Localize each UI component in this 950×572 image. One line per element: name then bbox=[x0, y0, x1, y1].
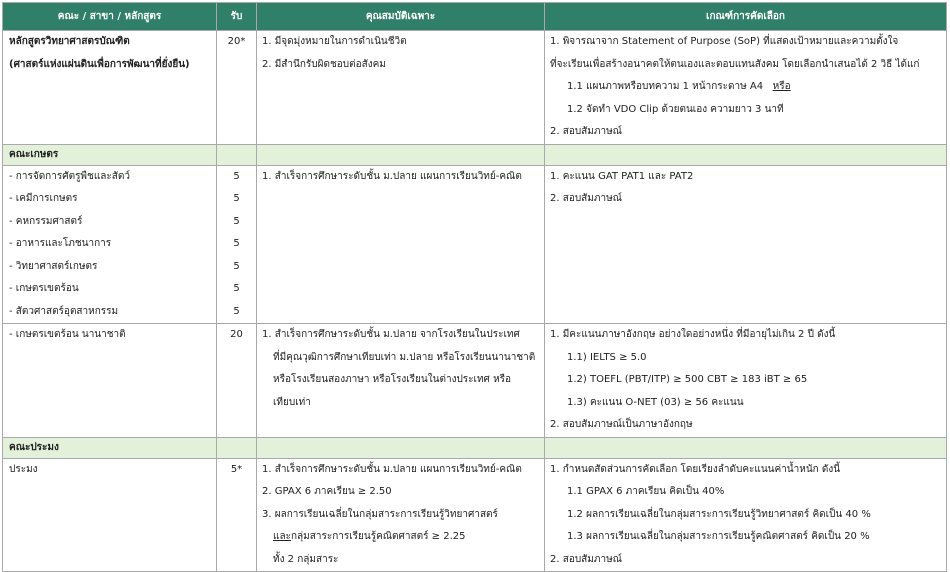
qualification-cell bbox=[257, 458, 545, 572]
section-title: คณะเกษตร bbox=[3, 144, 217, 165]
criteria-subitem: 1.2 จัดทำ VDO Clip ด้วยตนเอง ความยาว 3 นาที bbox=[567, 103, 784, 115]
program-name: หลักสูตรวิทยาศาสตรบัณฑิต bbox=[9, 36, 130, 47]
qualification-cell bbox=[257, 165, 545, 324]
table-row bbox=[3, 165, 947, 324]
qualification-item-cont: เทียบเท่า bbox=[273, 396, 311, 408]
quota-value: 5 bbox=[233, 238, 240, 249]
header-faculty: คณะ / สาขา / หลักสูตร bbox=[3, 3, 217, 31]
quota-cell bbox=[217, 31, 257, 145]
quota-list-cell bbox=[217, 165, 257, 324]
section-title: คณะประมง bbox=[3, 437, 217, 458]
qualification-item: 1. สำเร็จการศึกษาระดับชั้น ม.ปลาย แผนการเรียนวิทย์-คณิต bbox=[262, 463, 522, 475]
qualification-item: 2. มีสำนึกรับผิดชอบต่อสังคม bbox=[262, 58, 386, 70]
qualification-item: 1. มีจุดมุ่งหมายในการดำเนินชีวิต bbox=[262, 36, 407, 47]
program-item: - เคมีการเกษตร bbox=[9, 193, 78, 204]
program-cell bbox=[3, 31, 217, 145]
program-name-sub: (ศาสตร์แห่งแผ่นดินเพื่อการพัฒนาที่ยั่งยืน) bbox=[9, 58, 190, 70]
qualification-item-cont: ทั้ง 2 กลุ่มสาระ bbox=[273, 553, 339, 565]
table-header-row bbox=[3, 3, 947, 31]
criteria-item: 2. สอบสัมภาษณ์ bbox=[550, 193, 622, 204]
criteria-item: 2. สอบสัมภาษณ์ bbox=[550, 553, 622, 565]
qualification-cell bbox=[257, 31, 545, 145]
program-list-cell bbox=[3, 165, 217, 324]
program-cell bbox=[3, 458, 217, 572]
qualification-item-cont: ที่มีคุณวุฒิการศึกษาเทียบเท่า ม.ปลาย หรือโรงเรียนนานาชาติ bbox=[273, 351, 536, 363]
header-quota: รับ bbox=[217, 3, 257, 31]
quota-cell bbox=[217, 324, 257, 438]
criteria-cell bbox=[545, 165, 947, 324]
program-item: ประมง bbox=[9, 463, 38, 475]
program-item: - คหกรรมศาสตร์ bbox=[9, 215, 83, 227]
quota-value: 5 bbox=[233, 305, 240, 317]
quota-value: 5 bbox=[233, 215, 240, 227]
criteria-subitem bbox=[545, 76, 946, 99]
criteria-item: 2. สอบสัมภาษณ์เป็นภาษาอังกฤษ bbox=[550, 419, 693, 430]
criteria-item: 1. มีคะแนนภาษาอังกฤษ อย่างใดอย่างหนึ่ง ที่มีอายุไม่เกิน 2 ปี ดังนี้ bbox=[550, 329, 836, 340]
section-row-fisheries bbox=[3, 437, 947, 458]
qualification-item-cont bbox=[257, 526, 544, 549]
criteria-subitem: 1.3) คะแนน O-NET (03) ≥ 56 คะแนน bbox=[567, 396, 744, 408]
admission-table bbox=[2, 2, 947, 572]
criteria-item: 1. กำหนดสัดส่วนการคัดเลือก โดยเรียงลำดับคะแนนค่าน้ำหนัก ดังนี้ bbox=[550, 463, 841, 475]
qualification-item: 2. GPAX 6 ภาคเรียน ≥ 2.50 bbox=[262, 486, 392, 497]
qualification-item-cont: หรือโรงเรียนสองภาษา หรือโรงเรียนในต่างประเทศ หรือ bbox=[273, 374, 512, 385]
program-item: - วิทยาศาสตร์เกษตร bbox=[9, 260, 98, 272]
table-row bbox=[3, 324, 947, 438]
quota-value: 20 bbox=[230, 329, 243, 340]
qualification-text: กลุ่มสาระการเรียนรู้คณิตศาสตร์ ≥ 2.25 bbox=[290, 531, 466, 542]
qualification-item: 1. สำเร็จการศึกษาระดับชั้น ม.ปลาย แผนการเรียนวิทย์-คณิต bbox=[262, 170, 522, 182]
program-item: - เกษตรเขตร้อน นานาชาติ bbox=[9, 329, 126, 340]
quota-value: 5 bbox=[233, 283, 240, 294]
qualification-item: 1. สำเร็จการศึกษาระดับชั้น ม.ปลาย จากโรงเรียนในประเทศ bbox=[262, 329, 520, 340]
table-row bbox=[3, 31, 947, 145]
header-criteria: เกณฑ์การคัดเลือก bbox=[545, 3, 947, 31]
quota-value: 5 bbox=[233, 260, 240, 272]
quota-value: 5 bbox=[233, 170, 240, 182]
program-item: - เกษตรเขตร้อน bbox=[9, 283, 79, 294]
or-link-text: หรือ bbox=[772, 81, 791, 92]
criteria-subitem: 1.2 ผลการเรียนเฉลี่ยในกลุ่มสาระการเรียนรู้วิทยาศาสตร์ คิดเป็น 40 % bbox=[567, 508, 871, 520]
criteria-item: 2. สอบสัมภาษณ์ bbox=[550, 126, 622, 137]
quota-cell bbox=[217, 458, 257, 572]
header-qualification: คุณสมบัติเฉพาะ bbox=[257, 3, 545, 31]
criteria-cell bbox=[545, 458, 947, 572]
quota-value: 20* bbox=[227, 36, 246, 47]
criteria-subitem: 1.1) IELTS ≥ 5.0 bbox=[567, 351, 647, 363]
criteria-subitem-text: 1.1 แผนภาพหรือบทความ 1 หน้ากระดาษ A4 bbox=[567, 81, 764, 92]
program-item: - สัตวศาสตร์อุตสาหกรรม bbox=[9, 305, 119, 317]
criteria-item: 1. คะแนน GAT PAT1 และ PAT2 bbox=[550, 170, 694, 182]
program-item: - การจัดการศัตรูพืชและสัตว์ bbox=[9, 170, 130, 182]
quota-value: 5 bbox=[233, 193, 240, 204]
criteria-cell bbox=[545, 31, 947, 145]
criteria-item: 1. พิจารณาจาก Statement of Purpose (SoP) ที่แสดงเป้าหมายและความตั้งใจ bbox=[550, 36, 899, 47]
criteria-subitem: 1.1 GPAX 6 ภาคเรียน คิดเป็น 40% bbox=[567, 486, 725, 497]
and-text: และ bbox=[273, 531, 291, 542]
qualification-item: 3. ผลการเรียนเฉลี่ยในกลุ่มสาระการเรียนรู้วิทยาศาสตร์ bbox=[262, 508, 498, 520]
criteria-item-cont: ที่จะเรียนเพื่อสร้างอนาคตให้ตนเองและตอบแทนสังคม โดยเลือกนำเสนอได้ 2 วิธี ได้แก่ bbox=[550, 58, 920, 70]
section-row-agriculture bbox=[3, 144, 947, 165]
criteria-subitem: 1.3 ผลการเรียนเฉลี่ยในกลุ่มสาระการเรียนรู้คณิตศาสตร์ คิดเป็น 20 % bbox=[567, 531, 870, 542]
table-row bbox=[3, 458, 947, 572]
criteria-subitem: 1.2) TOEFL (PBT/ITP) ≥ 500 CBT ≥ 183 iBT ≥ 65 bbox=[567, 374, 808, 385]
criteria-cell bbox=[545, 324, 947, 438]
program-item: - อาหารและโภชนาการ bbox=[9, 238, 112, 249]
quota-value: 5* bbox=[230, 463, 243, 475]
qualification-cell bbox=[257, 324, 545, 438]
program-cell bbox=[3, 324, 217, 438]
